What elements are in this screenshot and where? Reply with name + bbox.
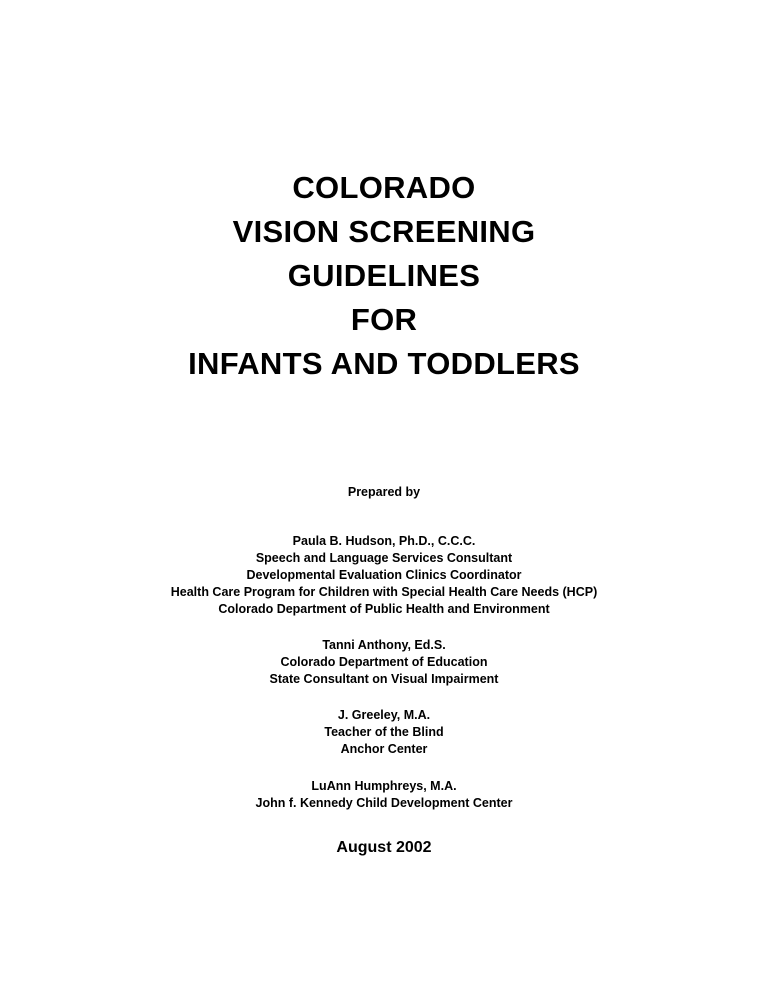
author-name: Tanni Anthony, Ed.S.	[322, 638, 446, 652]
prepared-by-text: Prepared by	[347, 485, 421, 499]
author-affiliation: Colorado Department of Public Health and Environment	[218, 602, 550, 616]
author-name: Paula B. Hudson, Ph.D., C.C.C.	[292, 534, 476, 548]
author-name: J. Greeley, M.A.	[337, 708, 431, 722]
author-role: Speech and Language Services Consultant	[255, 551, 513, 565]
author-name: LuAnn Humphreys, M.A.	[311, 779, 457, 793]
prepared-by-label	[0, 484, 768, 501]
author-block-anthony	[0, 637, 768, 688]
title-line: VISION SCREENING	[232, 214, 536, 249]
date-text: August 2002	[336, 839, 432, 856]
document-title	[0, 166, 768, 386]
title-line: INFANTS AND TODDLERS	[188, 346, 580, 381]
title-line: GUIDELINES	[287, 258, 481, 293]
title-line: COLORADO	[292, 170, 476, 205]
author-block-hudson	[0, 533, 768, 618]
author-block-humphreys	[0, 778, 768, 812]
author-role: Teacher of the Blind	[324, 725, 444, 739]
author-affiliation: Anchor Center	[340, 742, 428, 756]
author-affiliation: John f. Kennedy Child Development Center	[255, 796, 513, 810]
author-role: Developmental Evaluation Clinics Coordinator	[246, 568, 522, 582]
author-affiliation: Health Care Program for Children with Special Health Care Needs (HCP)	[170, 585, 598, 599]
author-block-greeley	[0, 707, 768, 758]
document-date	[0, 837, 768, 859]
author-affiliation: Colorado Department of Education	[280, 655, 488, 669]
title-line: FOR	[350, 302, 418, 337]
author-role: State Consultant on Visual Impairment	[269, 672, 499, 686]
